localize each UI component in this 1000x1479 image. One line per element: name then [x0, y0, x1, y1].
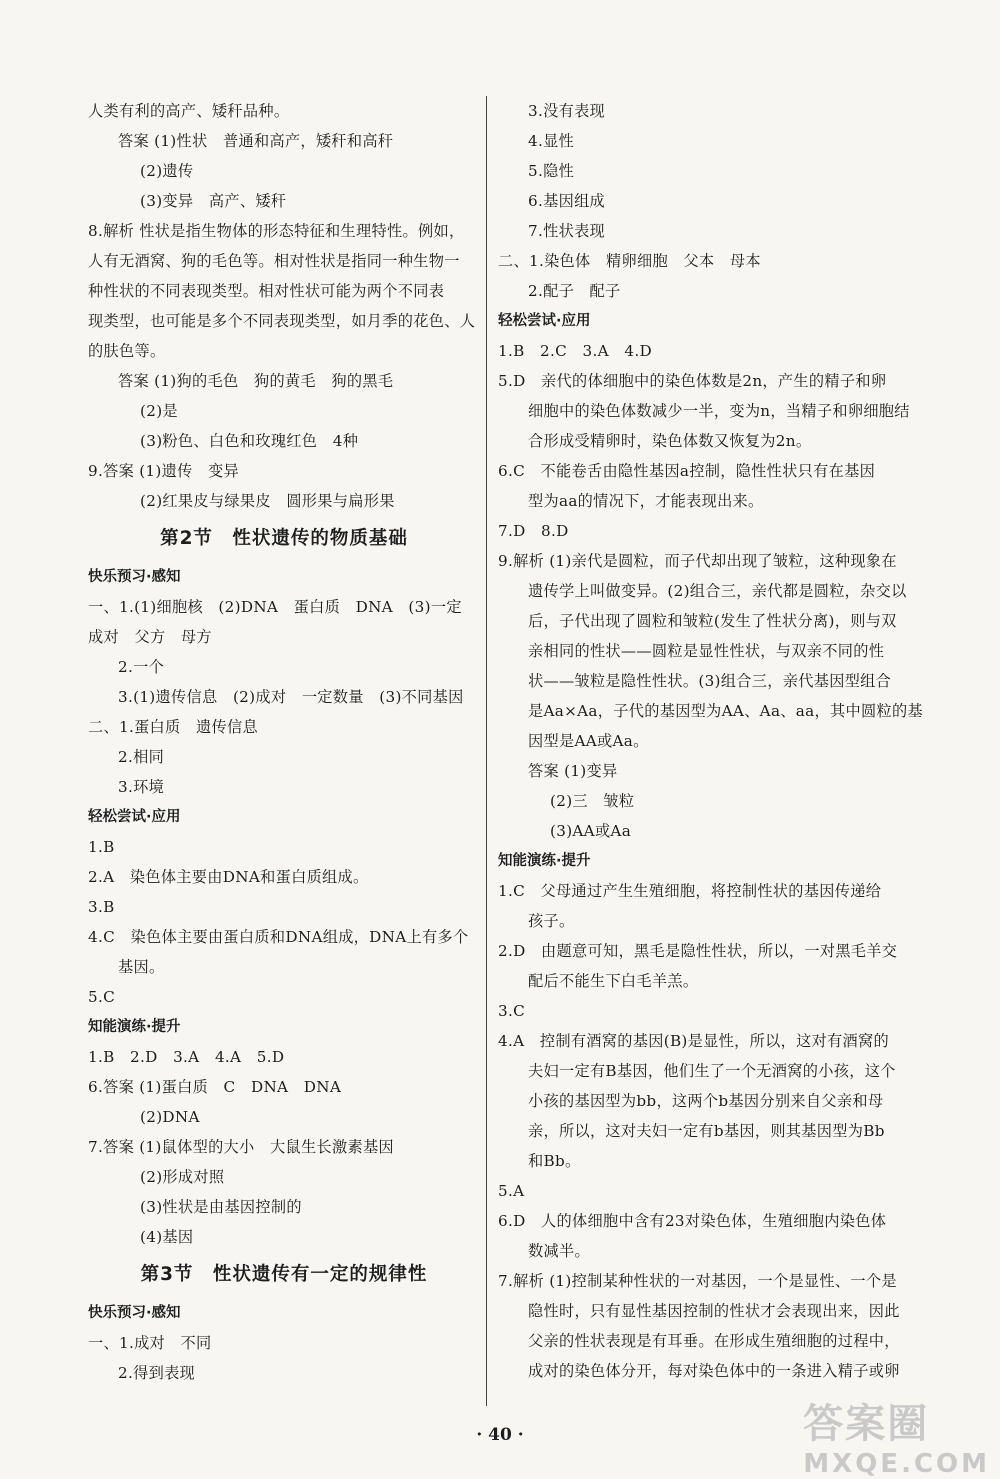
text-line: 成对 父方 母方 [88, 628, 212, 646]
text-line: (2)DNA [140, 1108, 200, 1126]
section-heading: 快乐预习·感知 [88, 1305, 181, 1321]
section-heading: 轻松尝试·应用 [88, 809, 181, 825]
section-heading: 快乐预习·感知 [88, 569, 181, 585]
text-line: 2.得到表现 [118, 1364, 196, 1382]
text-line: (4)基因 [140, 1228, 194, 1246]
text-line: 二、1.染色体 精卵细胞 父本 母本 [498, 252, 761, 270]
text-line: 3.B [88, 898, 115, 916]
right-column [498, 96, 923, 1386]
text-line: 状——皱粒是隐性性状。(3)组合三，亲代基因型组合 [528, 672, 892, 690]
text-line: 和Bb。 [528, 1152, 581, 1170]
page-number: · 40 · [476, 1425, 524, 1445]
text-line: 型为aa的情况下，才能表现出来。 [528, 492, 764, 510]
text-line: 答案 (1)狗的毛色 狗的黄毛 狗的黑毛 [118, 372, 394, 390]
text-line: 答案 (1)性状 普通和高产，矮秆和高秆 [118, 132, 394, 150]
text-line: 4.C 染色体主要由蛋白质和DNA组成，DNA上有多个 [88, 928, 469, 946]
text-line: 夫妇一定有B基因，他们生了一个无酒窝的小孩，这个 [528, 1062, 896, 1080]
text-line: 5.隐性 [528, 162, 575, 180]
text-line: 现类型，也可能是多个不同表现类型，如月季的花色、人 [88, 312, 476, 330]
text-line: 1.B [88, 838, 115, 856]
text-line: 1.B 2.D 3.A 4.A 5.D [88, 1048, 285, 1066]
text-line: 7.答案 (1)鼠体型的大小 大鼠生长激素基因 [88, 1138, 394, 1156]
text-line: 孩子。 [528, 912, 575, 930]
watermark-url: MXQE.COM [803, 1449, 990, 1479]
text-line: 亲相同的性状——圆粒是显性性状，与双亲不同的性 [528, 642, 885, 660]
text-line: 5.A [498, 1182, 525, 1200]
text-line: (2)三 皱粒 [550, 792, 635, 810]
text-line: 遗传学上叫做变异。(2)组合三，亲代都是圆粒，杂交以 [528, 582, 907, 600]
text-line: 6.答案 (1)蛋白质 C DNA DNA [88, 1078, 342, 1096]
text-line: 8.解析 性状是指生物体的形态特征和生理特性。例如， [88, 222, 465, 240]
text-line: 3.(1)遗传信息 (2)成对 一定数量 (3)不同基因 [118, 688, 464, 706]
text-line: (2)形成对照 [140, 1168, 225, 1186]
text-line: 2.A 染色体主要由DNA和蛋白质组成。 [88, 868, 369, 886]
text-line: 5.C [88, 988, 116, 1006]
text-line: (3)粉色、白色和玫瑰红色 4种 [140, 432, 359, 450]
text-line: 答案 (1)变异 [528, 762, 618, 780]
text-line: 3.没有表现 [528, 102, 606, 120]
text-line: 2.相同 [118, 748, 165, 766]
text-line: 3.C [498, 1002, 526, 1020]
text-line: 3.环境 [118, 778, 165, 796]
text-line: 一、1.成对 不同 [88, 1334, 212, 1352]
text-line: 6.D 人的体细胞中含有23对染色体，生殖细胞内染色体 [498, 1212, 887, 1230]
text-line: 2.D 由题意可知，黑毛是隐性性状，所以，一对黑毛羊交 [498, 942, 898, 960]
text-line: 因型是AA或Aa。 [528, 732, 649, 750]
text-line: (3)变异 高产、矮秆 [140, 192, 287, 210]
text-line: 数减半。 [528, 1242, 590, 1260]
text-line: 小孩的基因型为bb，这两个b基因分别来自父亲和母 [528, 1092, 884, 1110]
text-line: (2)红果皮与绿果皮 圆形果与扁形果 [140, 492, 395, 510]
text-line: 7.D 8.D [498, 522, 569, 540]
watermark-text: 答案圈 [803, 1401, 930, 1447]
text-line: 5.D 亲代的体细胞中的染色体数是2n，产生的精子和卵 [498, 372, 887, 390]
text-line: 配后不能生下白毛羊羔。 [528, 972, 699, 990]
text-line: 人有无酒窝、狗的毛色等。相对性状是指同一种生物一 [88, 252, 460, 270]
text-line: 4.显性 [528, 132, 575, 150]
text-line: 二、1.蛋白质 遗传信息 [88, 718, 258, 736]
text-line: 细胞中的染色体数减少一半，变为n，当精子和卵细胞结 [528, 402, 910, 420]
text-line: 一、1.(1)细胞核 (2)DNA 蛋白质 DNA (3)一定 [88, 598, 462, 616]
column-divider [486, 96, 487, 1406]
watermark-logo [803, 1392, 990, 1479]
text-line: 6.C 不能卷舌由隐性基因a控制，隐性性状只有在基因 [498, 462, 876, 480]
text-line: 基因。 [118, 958, 165, 976]
text-line: 7.性状表现 [528, 222, 606, 240]
text-line: 人类有利的高产、矮秆品种。 [88, 102, 290, 120]
text-line: 父亲的性状表现是有耳垂。在形成生殖细胞的过程中， [528, 1332, 900, 1350]
text-line: 合形成受精卵时，染色体数又恢复为2n。 [528, 432, 812, 450]
text-line: 6.基因组成 [528, 192, 606, 210]
text-line: 是Aa×Aa，子代的基因型为AA、Aa、aa，其中圆粒的基 [528, 702, 923, 720]
text-line: 后，子代出现了圆粒和皱粒(发生了性状分离)，则与双 [528, 612, 897, 630]
section-heading: 知能演练·提升 [498, 853, 591, 869]
text-line: 4.A 控制有酒窝的基因(B)是显性，所以，这对有酒窝的 [498, 1032, 889, 1050]
text-line: 2.一个 [118, 658, 165, 676]
text-line: 种性状的不同表现类型。相对性状可能为两个不同表 [88, 282, 445, 300]
text-line: 2.配子 配子 [528, 282, 621, 300]
left-column [88, 96, 480, 1388]
text-line: (2)是 [140, 402, 178, 420]
section-heading: 轻松尝试·应用 [498, 313, 591, 329]
chapter-title: 第2节 性状遗传的物质基础 [160, 528, 408, 549]
text-line: 1.B 2.C 3.A 4.D [498, 342, 652, 360]
text-line: 隐性时，只有显性基因控制的性状才会表现出来，因此 [528, 1302, 900, 1320]
section-heading: 知能演练·提升 [88, 1019, 181, 1035]
text-line: (3)AA或Aa [550, 822, 632, 840]
text-line: (3)性状是由基因控制的 [140, 1198, 302, 1216]
text-line: 7.解析 (1)控制某种性状的一对基因，一个是显性、一个是 [498, 1272, 897, 1290]
text-line: 9.解析 (1)亲代是圆粒，而子代却出现了皱粒，这种现象在 [498, 552, 897, 570]
text-line: 1.C 父母通过产生生殖细胞，将控制性状的基因传递给 [498, 882, 882, 900]
text-line: 的肤色等。 [88, 342, 166, 360]
text-line: 9.答案 (1)遗传 变异 [88, 462, 240, 480]
text-line: 亲，所以，这对夫妇一定有b基因，则其基因型为Bb [528, 1122, 885, 1140]
text-line: (2)遗传 [140, 162, 194, 180]
chapter-title: 第3节 性状遗传有一定的规律性 [140, 1264, 428, 1285]
text-line: 成对的染色体分开，每对染色体中的一条进入精子或卵 [528, 1362, 900, 1380]
